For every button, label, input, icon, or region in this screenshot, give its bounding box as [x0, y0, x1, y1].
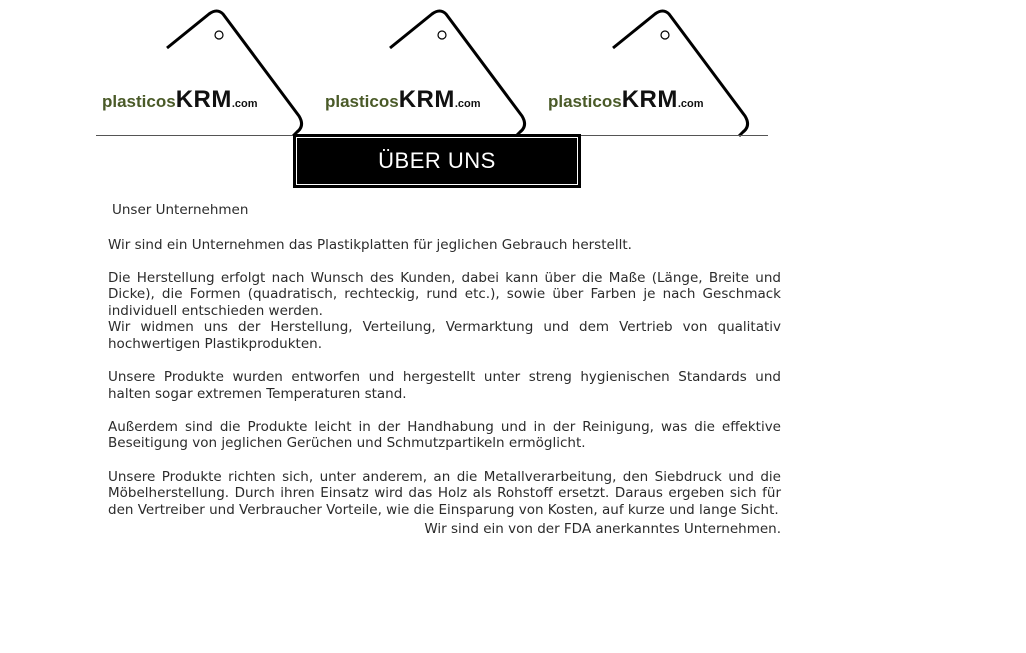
section-heading: Unser Unternehmen: [112, 202, 249, 218]
tag-icon: [543, 0, 758, 140]
tag-icon: [97, 0, 312, 140]
paragraph: Unsere Produkte wurden entworfen und hergestellt unter streng hygienischen Standards und halten sogar extremen Temperaturen stand.: [108, 369, 781, 402]
brand-prefix: plasticos: [325, 92, 399, 111]
paragraph: Wir widmen uns der Herstellung, Verteilung, Vermarktung und dem Vertrieb von qualitativ hochwertigen Plastikprodukten.: [108, 319, 781, 353]
tag-icon: [320, 0, 535, 140]
brand-name: KRM: [175, 86, 232, 113]
brand-name: KRM: [398, 86, 455, 113]
brand-logo: [102, 86, 258, 114]
brand-suffix: .com: [677, 98, 704, 110]
brand-logo: [325, 86, 481, 114]
brand-suffix: .com: [454, 98, 481, 110]
logo-2: [320, 0, 535, 140]
paragraph: Außerdem sind die Produkte leicht in der Handhabung und in der Reinigung, was die effektive Beseitigung von jeglichen Gerüchen und Schmutzpartikeln ermöglicht.: [108, 418, 781, 452]
paragraph: Wir sind ein Unternehmen das Plastikplatten für jeglichen Gebrauch herstellt.: [108, 236, 632, 253]
section-banner: [293, 134, 581, 188]
banner-title: ÜBER UNS: [296, 137, 578, 185]
closing-statement: Wir sind ein von der FDA anerkanntes Unternehmen.: [424, 521, 781, 538]
brand-name: KRM: [621, 86, 678, 113]
logo-3: [543, 0, 758, 140]
brand-prefix: plasticos: [102, 92, 176, 111]
paragraph: Die Herstellung erfolgt nach Wunsch des Kunden, dabei kann über die Maße (Länge, Breite und Dicke), die Formen (quadratisch, rechteckig, rund etc.), sowie über Farben je nach Geschmack individuell entschieden werden.: [108, 269, 781, 319]
brand-suffix: .com: [231, 98, 258, 110]
paragraph: Unsere Produkte richten sich, unter anderem, an die Metallverarbeitung, den Siebdruck und die Möbelherstellung. Durch ihren Einsatz wird das Holz als Rohstoff ersetzt. Daraus ergeben sich für den Vertreiber und Verbraucher Vorteile, wie die Einsparung von Kosten, auf kurze und lange Sicht.: [108, 468, 781, 518]
brand-prefix: plasticos: [548, 92, 622, 111]
about-content: [108, 202, 781, 554]
brand-logo: [548, 86, 704, 114]
logo-1: [97, 0, 312, 140]
